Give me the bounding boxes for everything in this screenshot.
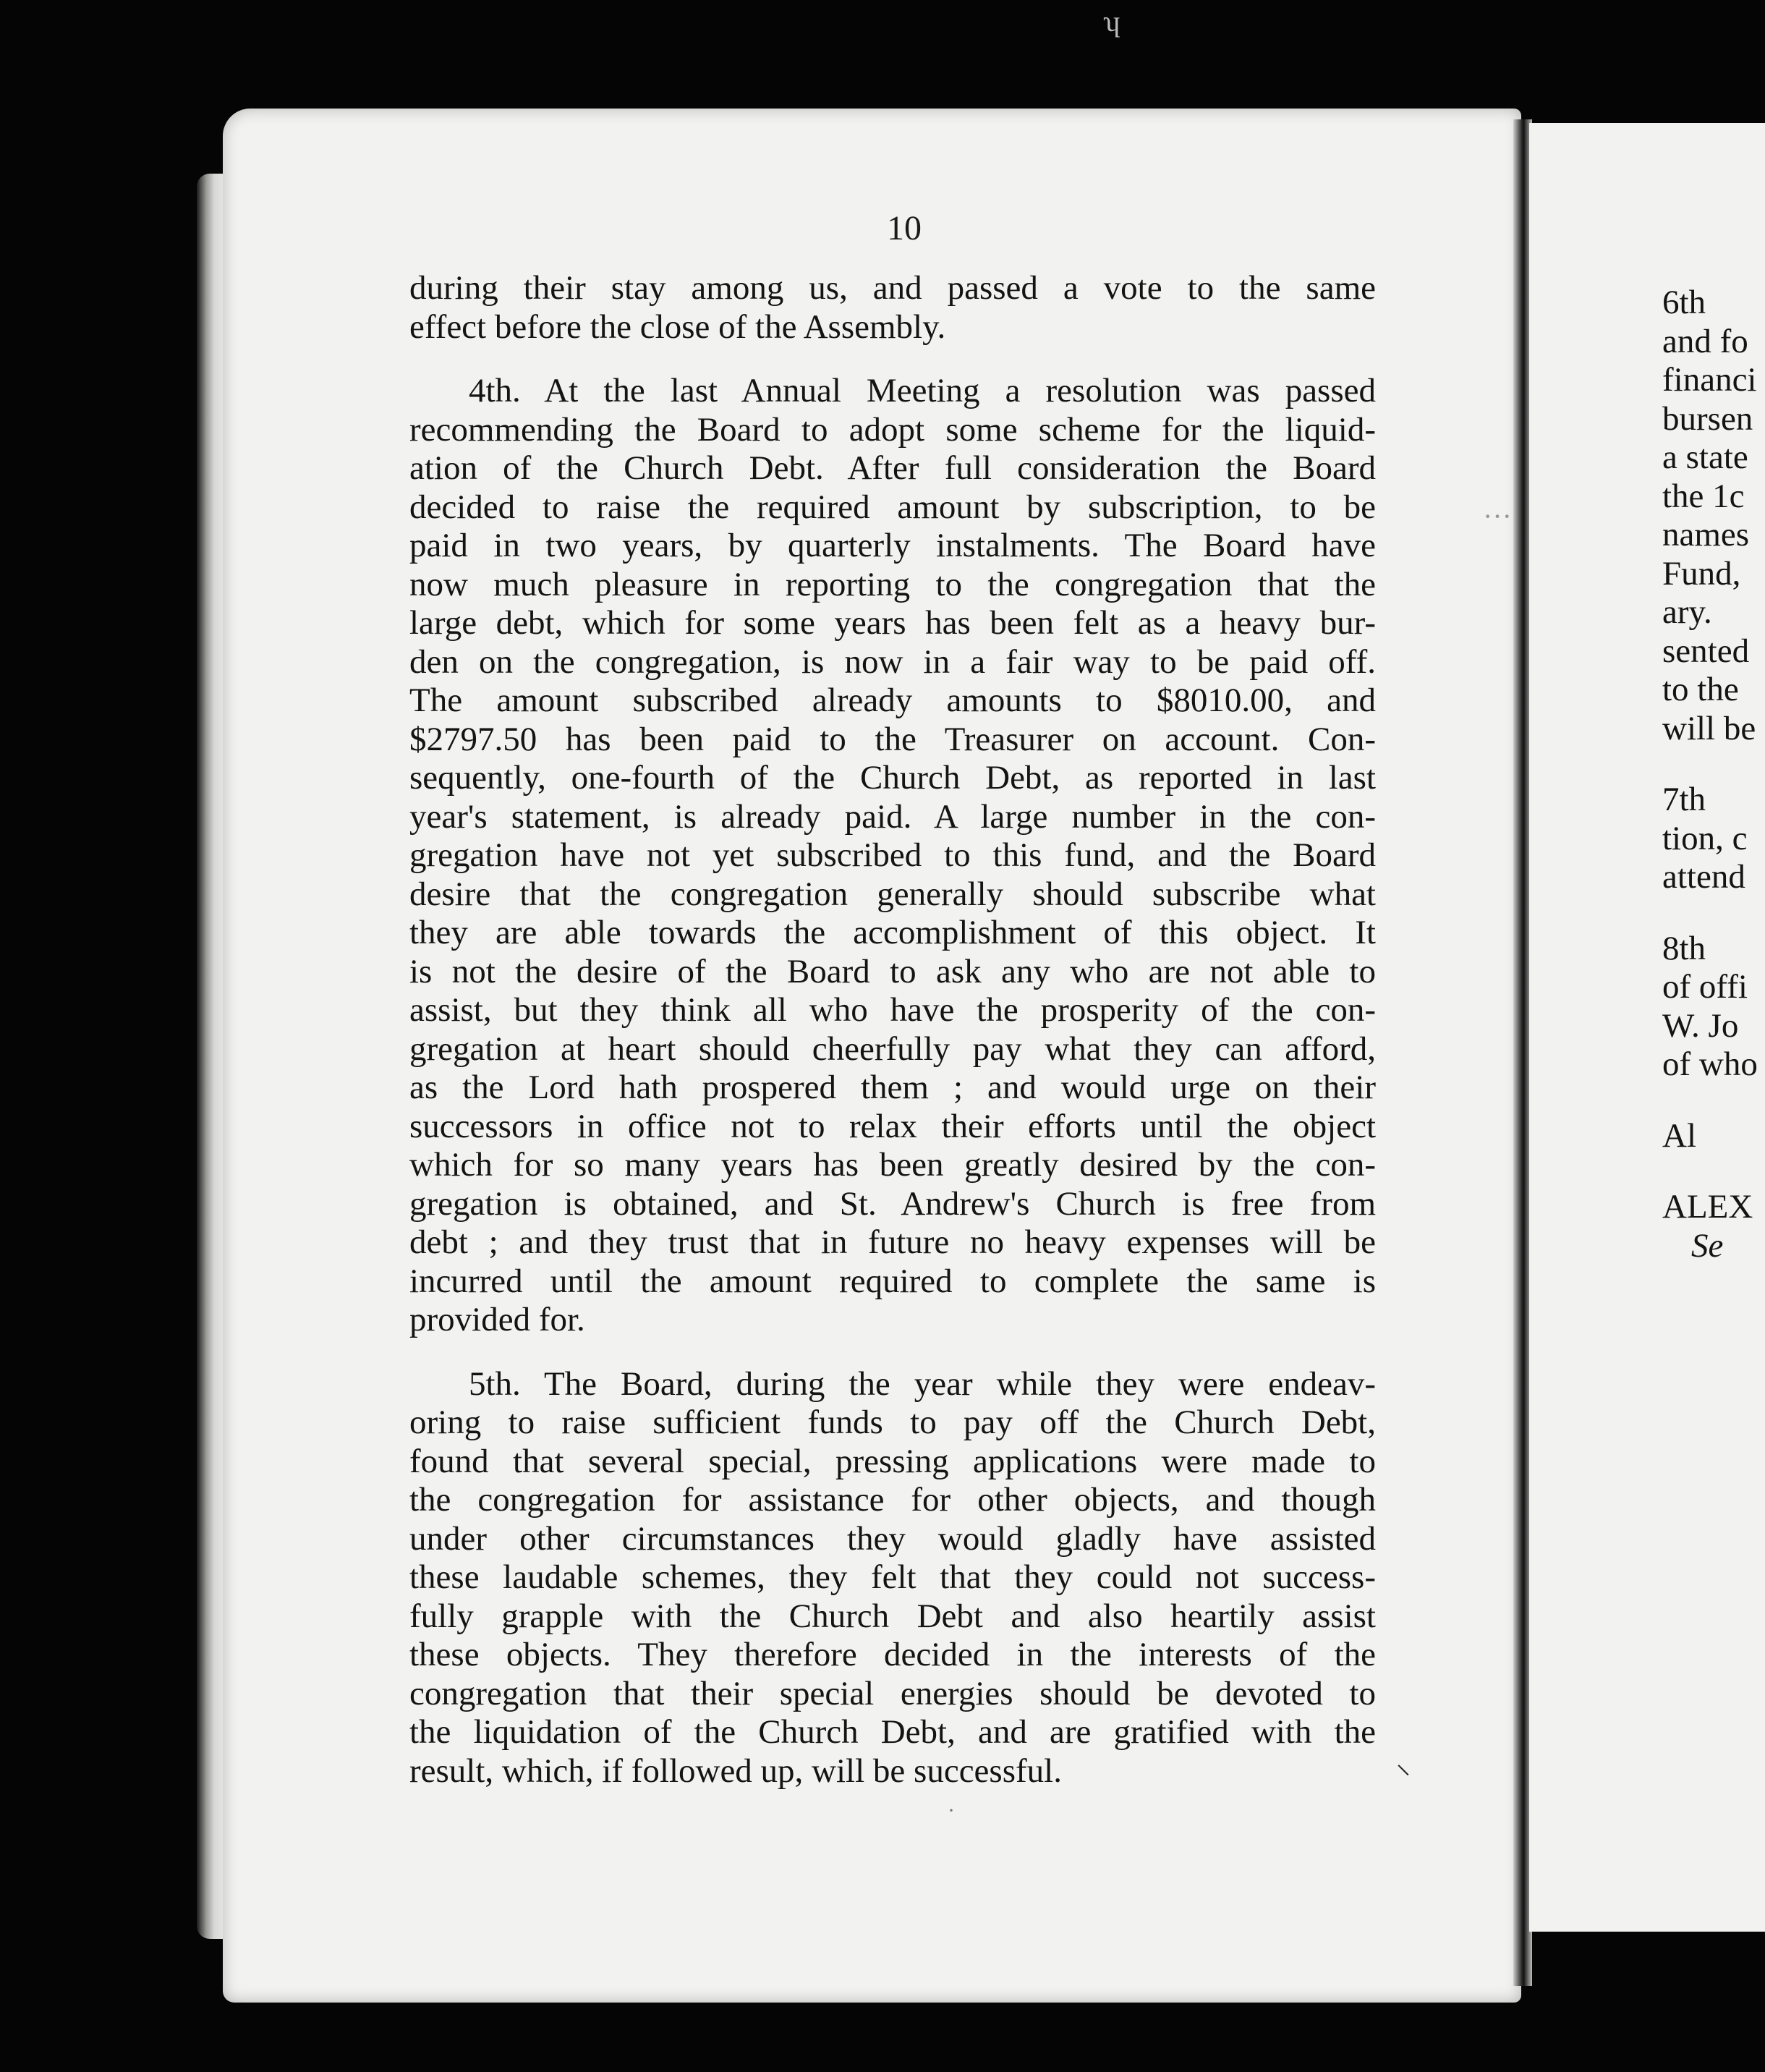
text-line: gregation is obtained, and St. Andrew's Church is free from [409, 1184, 1376, 1223]
fragment: will be [1662, 709, 1756, 747]
text-line: the congregation for assistance for other objects, and though [409, 1481, 1376, 1519]
page-number: 10 [887, 209, 922, 247]
text-line: desire that the congregation generally should subscribe what [409, 875, 1376, 913]
paragraph-gap [1662, 897, 1765, 930]
fragment: a state [1662, 438, 1748, 476]
fragment: of who [1662, 1045, 1758, 1083]
paragraph-gap [1662, 1084, 1765, 1117]
fragment: 7th [1662, 781, 1706, 818]
text-line: during their stay among us, and passed a vote to the same [409, 269, 1376, 307]
text-line: effect before the close of the Assembly. [409, 307, 946, 346]
text-line: gregation at heart should cheerfully pay what they can afford, [409, 1029, 1376, 1068]
text-line: under other circumstances they would gladly have assisted [409, 1519, 1376, 1558]
fragment: Se [1691, 1226, 1724, 1265]
fragment: W. Jo [1662, 1006, 1739, 1045]
fragment: and fo [1662, 322, 1748, 360]
scan-speck: ʮ [1102, 5, 1120, 38]
paragraph-5th [409, 1365, 1376, 1791]
fragment: Fund, [1662, 554, 1741, 593]
paragraph-continuation [409, 269, 1376, 347]
text-line: sequently, one-fourth of the Church Debt, as reported in last [409, 759, 1376, 797]
text-line: 4th. At the last Annual Meeting a resolution was passed [469, 372, 1376, 409]
text-line: assist, but they think all who have the prosperity of the con- [409, 991, 1376, 1029]
fragment: bursen [1662, 399, 1753, 438]
fragment: sented [1662, 632, 1750, 670]
text-line: ation of the Church Debt. After full consideration the Board [409, 449, 1376, 487]
fragment: Al [1662, 1116, 1696, 1155]
fragment: names [1662, 516, 1750, 553]
text-line: they are able towards the accomplishment of this object. It [409, 914, 1376, 951]
text-line: year's statement, is already paid. A large number in the con- [409, 797, 1376, 836]
text-line: paid in two years, by quarterly instalments. The Board have [409, 527, 1376, 564]
text-line: debt ; and they trust that in future no heavy expenses will be [409, 1223, 1376, 1261]
paragraph-gap [1662, 748, 1765, 781]
fragment: 6th [1662, 284, 1706, 321]
text-line: gregation have not yet subscribed to this fund, and the Board [409, 836, 1376, 874]
text-line: result, which, if followed up, will be successful. [409, 1752, 1062, 1790]
text-line: decided to raise the required amount by subscription, to be [409, 488, 1376, 526]
fragment: financi [1662, 361, 1757, 399]
fragment: of offi [1662, 968, 1748, 1006]
fragment: ALEX [1662, 1188, 1753, 1226]
text-line: the liquidation of the Church Debt, and are gratified with the [409, 1713, 1376, 1751]
text-line: congregation that their special energies should be devoted to [409, 1674, 1376, 1712]
left-page-body [409, 269, 1376, 1816]
text-line: $2797.50 has been paid to the Treasurer on account. Con- [409, 720, 1376, 758]
scan-speck: · [948, 1799, 955, 1822]
fragment: tion, c [1662, 819, 1748, 857]
text-line: large debt, which for some years has been felt as a heavy bur- [409, 604, 1376, 642]
text-line: den on the congregation, is now in a fair way to be paid off. [409, 642, 1376, 681]
text-line: now much pleasure in reporting to the congregation that the [409, 565, 1376, 603]
text-line: oring to raise sufficient funds to pay off the Church Debt, [409, 1404, 1376, 1441]
text-line: provided for. [409, 1301, 585, 1338]
text-line: which for so many years has been greatly desired by the con- [409, 1146, 1376, 1184]
text-line: recommending the Board to adopt some scheme for the liquid- [409, 410, 1376, 449]
text-line: 5th. The Board, during the year while they were endeav- [469, 1364, 1376, 1403]
text-line: these laudable schemes, they felt that they could not success- [409, 1558, 1376, 1596]
right-page-fragments [1662, 284, 1765, 1265]
text-line: incurred until the amount required to complete the same is [409, 1262, 1376, 1300]
paragraph-4th [409, 372, 1376, 1340]
text-line: found that several special, pressing applications were made to [409, 1442, 1376, 1480]
text-line: as the Lord hath prospered them ; and would urge on their [409, 1069, 1376, 1106]
text-line: successors in office not to relax their efforts until the object [409, 1107, 1376, 1145]
fragment: attend [1662, 858, 1745, 896]
fragment: to the [1662, 671, 1739, 708]
text-line: these objects. They therefore decided in the interests of the [409, 1636, 1376, 1673]
fragment: ary. [1662, 593, 1712, 631]
text-line: The amount subscribed already amounts to $8010.00, and [409, 682, 1376, 719]
fragment: the 1c [1662, 477, 1745, 515]
scan-speck: ⸜ [1396, 1747, 1411, 1780]
fragment: 8th [1662, 929, 1706, 967]
text-line: is not the desire of the Board to ask any who are not able to [409, 952, 1376, 990]
scan-speck: ··· [1483, 500, 1512, 532]
paragraph-gap [1662, 1155, 1765, 1188]
text-line: fully grapple with the Church Debt and also heartily assist [409, 1597, 1376, 1635]
